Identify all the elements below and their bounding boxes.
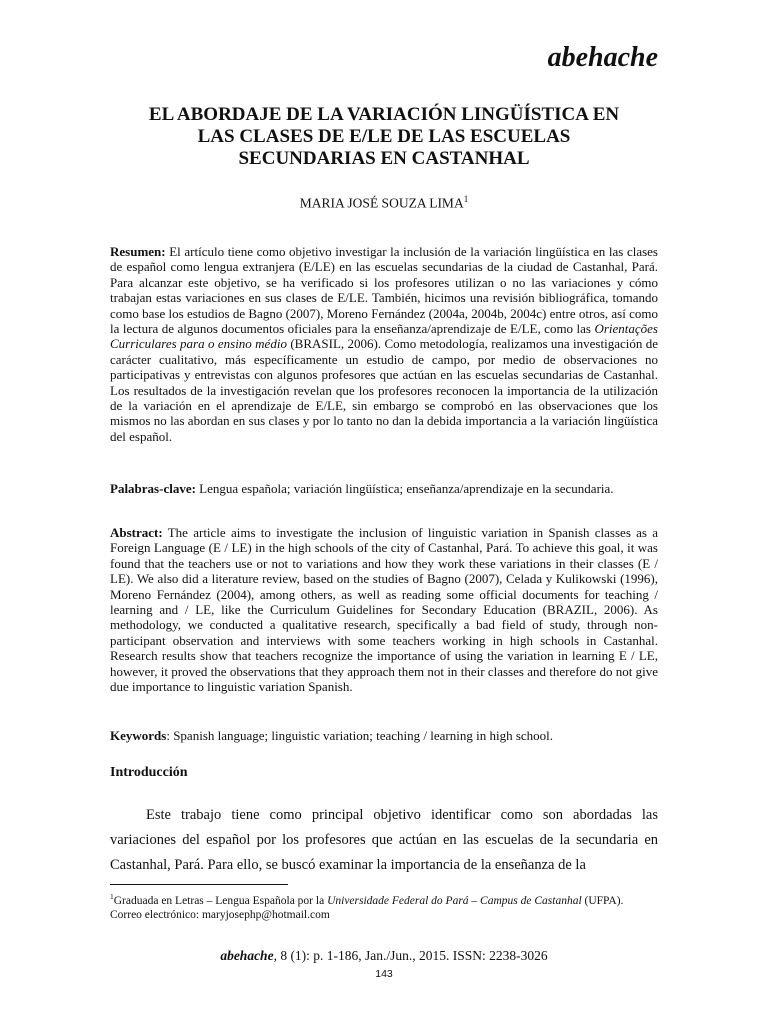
resumen-paragraph [110,244,658,444]
resumen-label: Resumen: [110,244,166,259]
title-line: LAS CLASES DE E/LE DE LAS ESCUELAS [197,126,571,147]
keywords-paragraph [110,728,658,743]
author-footnote-mark[interactable]: 1 [463,194,469,204]
abstract-label: Abstract: [110,525,163,540]
resumen-text-2: (BRASIL, 2006). Como metodología, realizamos una investigación de carácter cualitativo, más específicamente un estudio de campo, por medio de observaciones no participativas y entrevistas con algunos profesores que actúan en las escuelas secundarias de Castanhal. Los resultados de la investigación revelan que los profesores reconocen la importancia de la utilización de la variación en el aprendizaje de E/LE, sin embargo se comprobó en las observaciones que los mismos no las abordan en sus clases y por lo tanto no dan la debida importancia a la variación lingüística del español. [110,336,658,444]
abstract-paragraph [110,525,658,694]
palabras-clave-label: Palabras-clave: [110,481,196,496]
palabras-clave-paragraph [110,481,658,496]
keywords-label: Keywords [110,728,167,743]
author-name: MARIA JOSÉ SOUZA LIMA [299,195,464,211]
resumen-text-1: El artículo tiene como objetivo investigar la inclusión de la variación lingüística en las clases de español como lengua extranjera (E/LE) en las escuelas secundarias de la ciudad de Castanhal, Pará. Para alcanzar este objetivo, se ha verificado si los profesores utilizan o no las variaciones y cómo trabajan estas variaciones en sus clases de E/LE. También, hicimos una revisión bibliográfica, tomando como base los estudios de Bagno (2007), Moreno Fernández (2004a, 2004b, 2004c) entre otros, así como la lectura de algunos documentos oficiales para la enseñanza/aprendizaje de E/LE, como las [110,244,658,337]
page-number: 143 [375,968,393,980]
footer-citation: , 8 (1): p. 1-186, Jan./Jun., 2015. ISSN: 2238-3026 [273,948,548,963]
footnote-text-1: Graduada en Letras – Lengua Española por la [113,894,328,907]
page-footer [110,948,658,964]
introduccion-heading: Introducción [110,765,188,780]
footnote-italic-institution: Universidade Federal do Pará – Campus de Castanhal [327,894,582,907]
author-line [110,194,658,212]
resumen-italic-title: Orientações Curriculares para o ensino médio [110,321,658,352]
footnote-mark: 1 [110,892,114,901]
journal-name-header: abehache [547,42,658,73]
footnote-text-2: (UFPA). Correo electrónico: maryjosephp@hotmail.com [110,894,624,921]
article-title [110,104,658,170]
introduccion-paragraph: Este trabajo tiene como principal objetivo identificar como son abordadas las variaciones del español por los profesores que actúan en las escuelas de la secundaria en Castanhal, Pará. Para ello, se buscó examinar la importancia de la enseñanza de la [110,807,658,873]
footer-journal-name: abehache [220,948,274,963]
footnote-divider [110,884,288,885]
footnote [110,890,658,922]
title-line: EL ABORDAJE DE LA VARIACIÓN LINGÜÍSTICA EN [148,104,620,125]
palabras-clave-text: Lengua española; variación lingüística; enseñanza/aprendizaje en la secundaria. [195,481,614,496]
keywords-text: : Spanish language; linguistic variation; teaching / learning in high school. [166,728,554,743]
abstract-text: The article aims to investigate the inclusion of linguistic variation in Spanish classes as a Foreign Language (E / LE) in the high schools of the city of Castanhal, Pará. To achieve this goal, it was found that the teachers use or not to variations and how they work these variations in their classes (E / LE). We also did a literature review, based on the studies of Bagno (2007), Celada y Kulikowski (1996), Moreno Fernández (2004), among others, as well as reading some official documents for teaching / learning and / LE, like the Curriculum Guidelines for Secondary Education (BRAZIL, 2006). As methodology, we conducted a qualitative research, specifically a bad field of study, through non-participant observation and interviews with some teachers working in high schools in Castanhal. Research results show that teachers recognize the importance of using the variation in learning E / LE, however, it proved the observations that they approach them not in their classes and therefore do not give due importance to linguistic variation Spanish. [110,525,658,695]
title-line: SECUNDARIAS EN CASTANHAL [238,148,530,169]
